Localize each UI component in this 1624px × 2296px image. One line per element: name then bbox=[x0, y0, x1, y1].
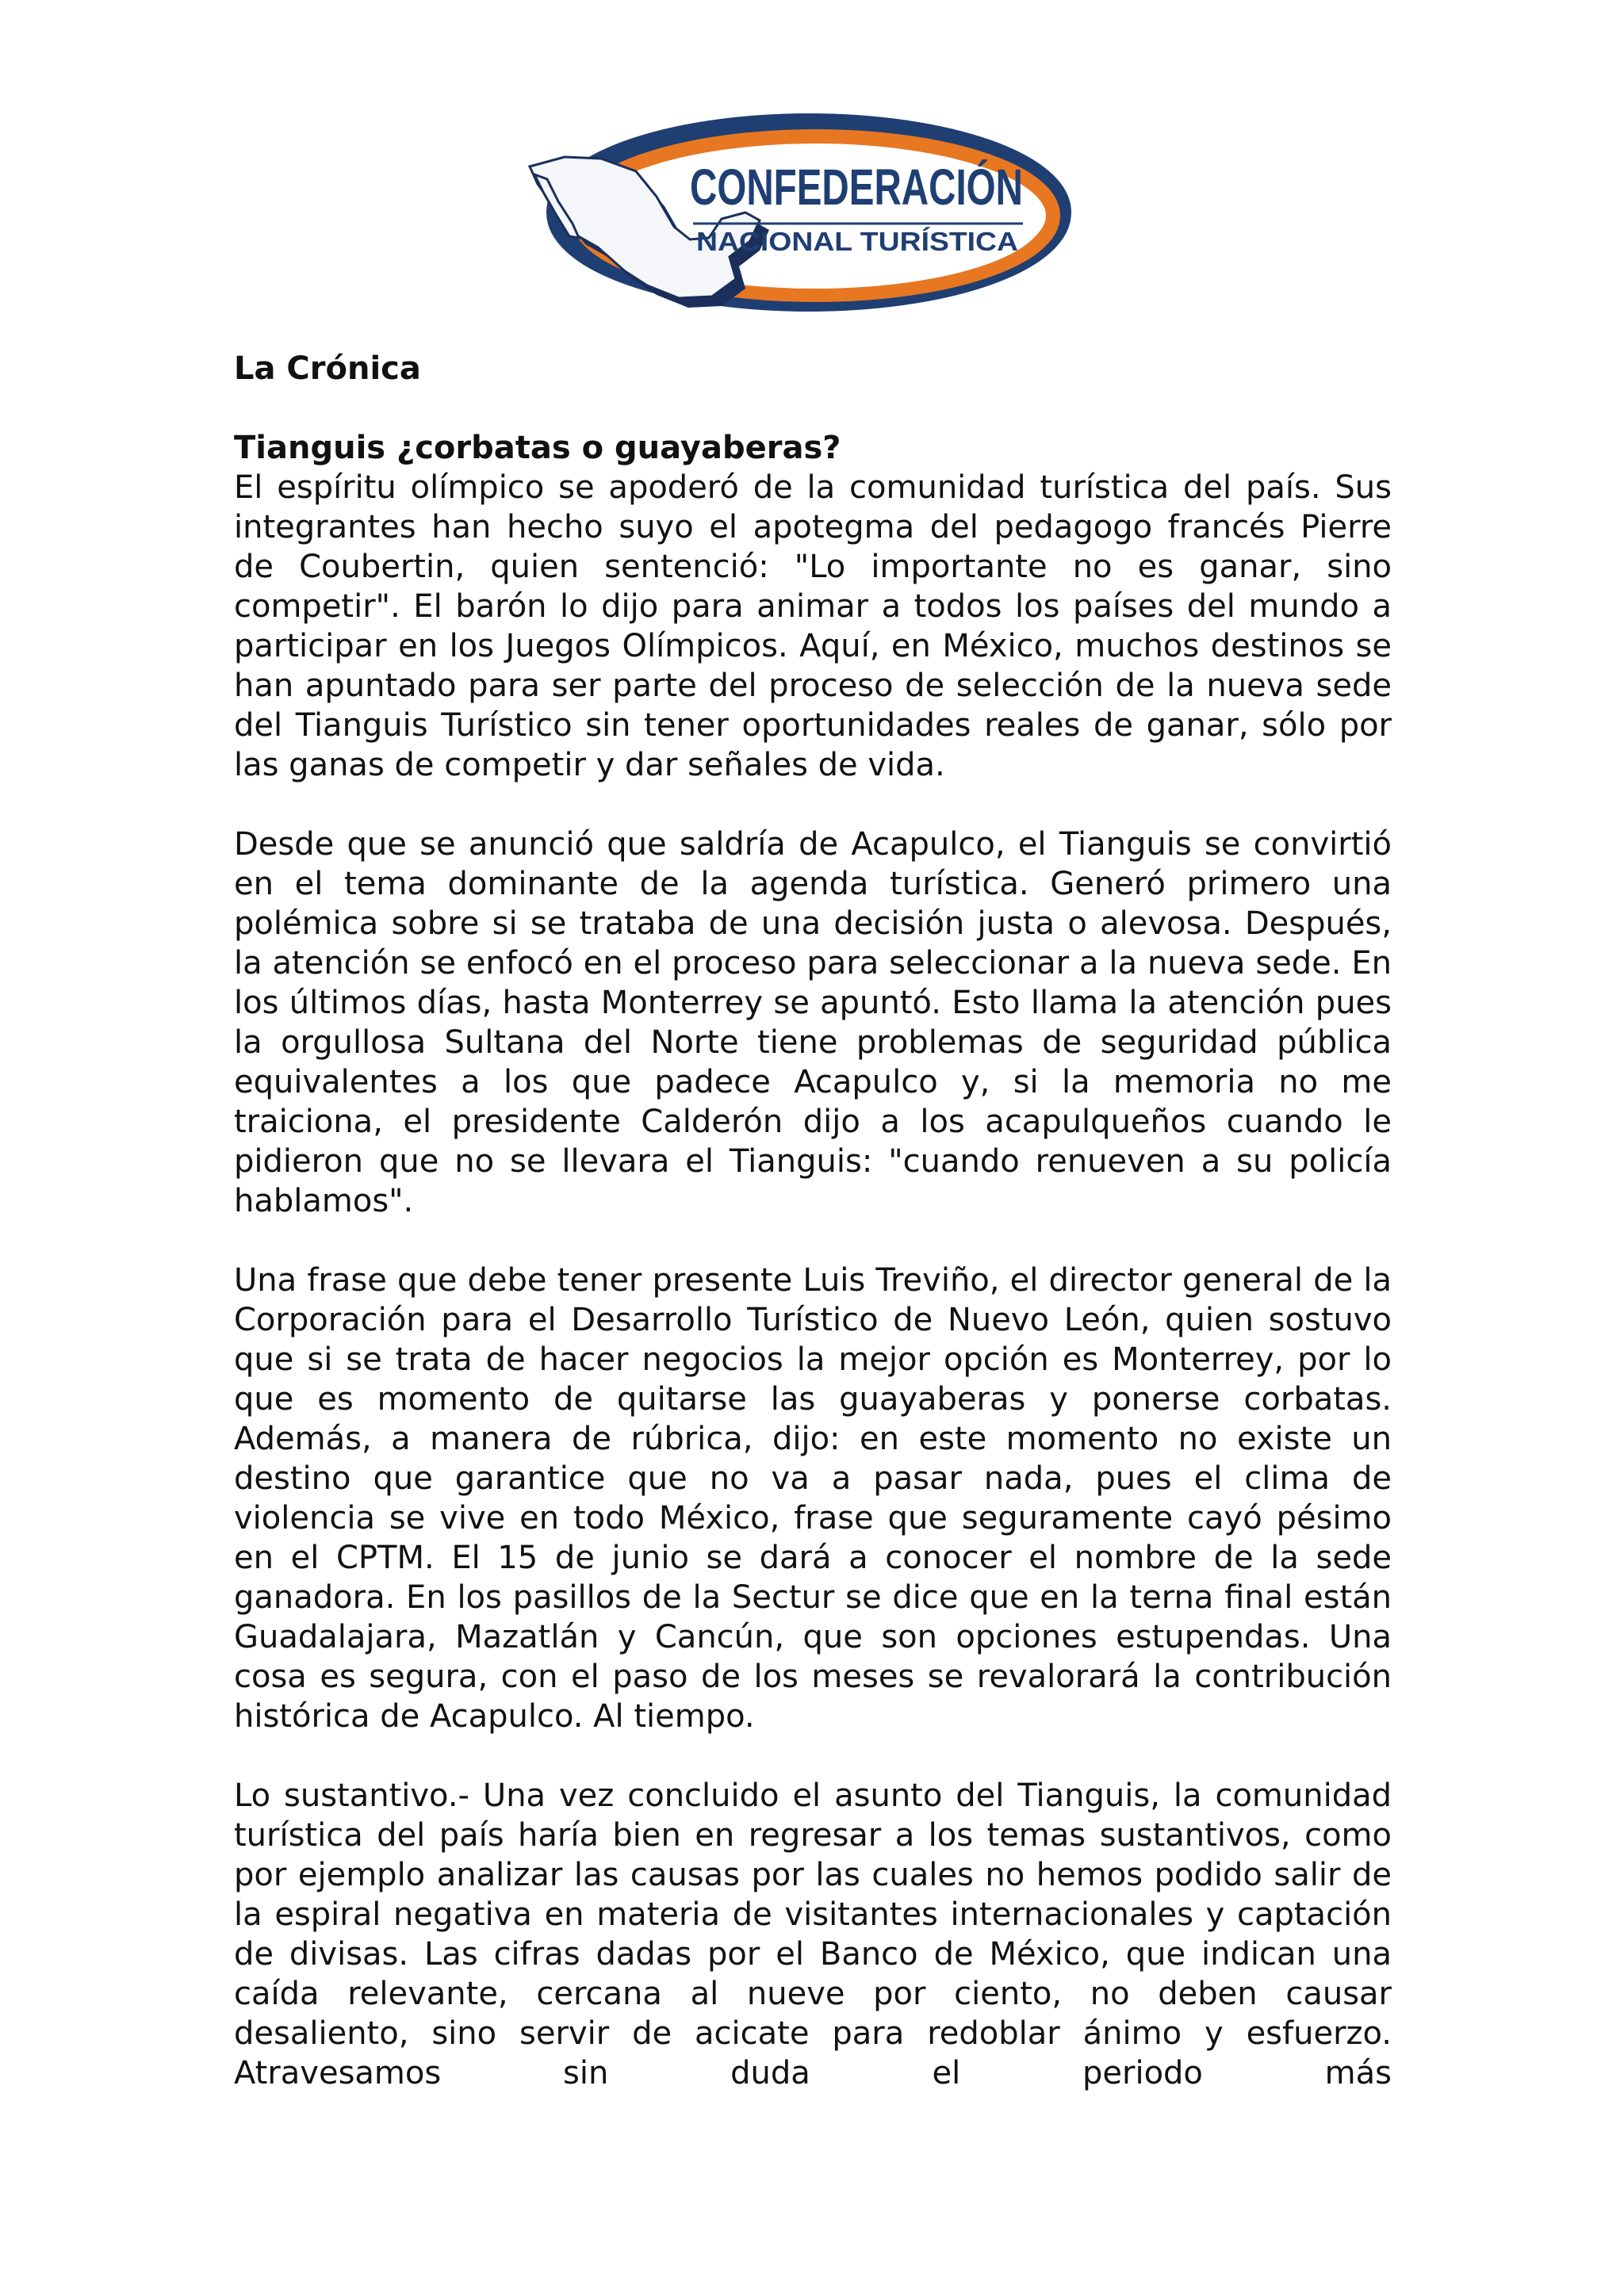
logo-graphic bbox=[523, 111, 1078, 349]
article-paragraph-1: El espíritu olímpico se apoderó de la comunidad turística del país. Sus integrantes han hecho suyo el apotegma del pedagogo francés Pierre de Coubertin, quien sentenció: "Lo importante no es ganar, sino competir". El barón lo dijo para animar a todos los países del mundo a participar en los Juegos Olímpicos. Aquí, en México, muchos destinos se han apuntado para ser parte del proceso de selección de la nueva sede del Tianguis Turístico sin tener oportunidades reales de ganar, sólo por las ganas de competir y dar señales de vida. bbox=[234, 469, 1392, 783]
article-paragraph-2: Desde que se anunció que saldría de Acapulco, el Tianguis se convirtió en el tema dominante de la agenda turística. Generó primero una polémica sobre si se trataba de una decisión justa o alevosa. Después, la atención se enfocó en el proceso para seleccionar a la nueva sede. En los últimos días, hasta Monterrey se apuntó. Esto llama la atención pues la orgullosa Sultana del Norte tiene problemas de seguridad pública equivalentes a los que padece Acapulco y, si la memoria no me traiciona, el presidente Calderón dijo a los acapulqueños cuando le pidieron que no se llevara el Tianguis: "cuando renueven a su policía hablamos". bbox=[234, 826, 1392, 1219]
article bbox=[234, 349, 1392, 2093]
logo-subtitle: NACIONAL TURÍSTICA bbox=[696, 227, 1018, 256]
article-paragraph-3: Una frase que debe tener presente Luis Treviño, el director general de la Corporación para el Desarrollo Turístico de Nuevo León, quien sostuvo que si se trata de hacer negocios la mejor opción es Monterrey, por lo que es momento de quitarse las guayaberas y ponerse corbatas. Además, a manera de rúbrica, dijo: en este momento no existe un destino que garantice que no va a pasar nada, pues el clima de violencia se vive en todo México, frase que seguramente cayó pésimo en el CPTM. El 15 de junio se dará a conocer el nombre de la sede ganadora. En los pasillos de la Sectur se dice que en la terna final están Guadalajara, Mazatlán y Cancún, que son opciones estupendas. Una cosa es segura, con el paso de los meses se revalorará la contribución histórica de Acapulco. Al tiempo. bbox=[234, 1262, 1392, 1735]
article-headline: Tianguis ¿corbatas o guayaberas? bbox=[234, 430, 841, 466]
confederacion-logo bbox=[523, 111, 1078, 349]
article-paragraph-4: Lo sustantivo.- Una vez concluido el asunto del Tianguis, la comunidad turística del país haría bien en regresar a los temas sustantivos, como por ejemplo analizar las causas por las cuales no hemos podido salir de la espiral negativa en materia de visitantes internacionales y captación de divisas. Las cifras dadas por el Banco de México, que indican una caída relevante, cercana al nueve por ciento, no deben causar desaliento, sino servir de acicate para redoblar ánimo y esfuerzo. Atravesamos sin duda el periodo más bbox=[234, 1777, 1392, 2091]
article-source: La Crónica bbox=[234, 350, 421, 387]
logo-title: CONFEDERACIÓN bbox=[690, 159, 1023, 216]
